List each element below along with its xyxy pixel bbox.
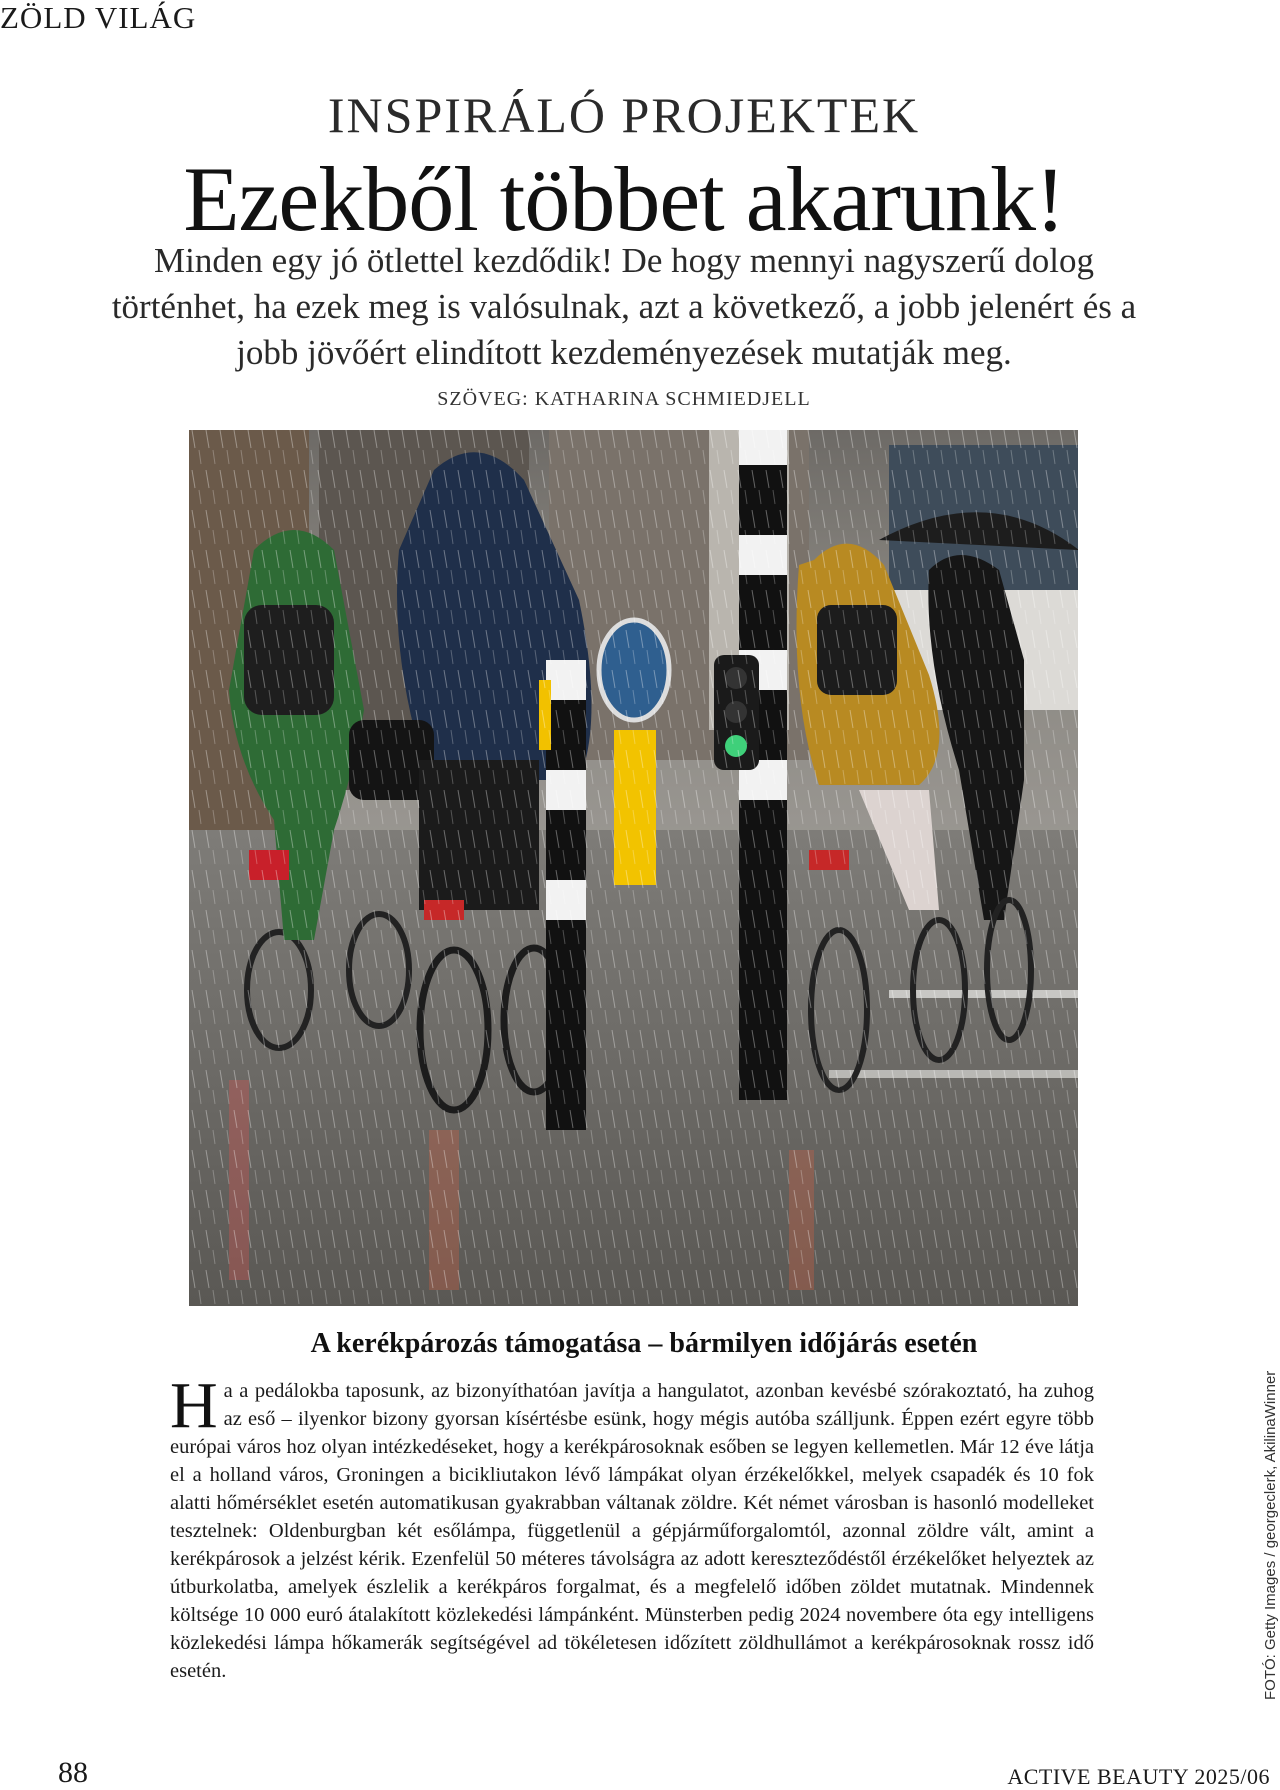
section-label: ZÖLD VILÁG [0,0,197,35]
drop-cap: H [170,1369,218,1442]
article-title: Ezekből többet akarunk! [183,148,1065,250]
body-text: a a pedálokba taposunk, az bizonyíthatóan javítja a hangulatot, azonban kevésbé szórakoztató, ha zuhog az eső – ilyenkor bizony gyorsan kísértésbe esünk, hogy mégis autóba szálljunk. Éppen ezért egyre több európai város hoz olyan intézkedéseket, hogy a kerékpárosoknak esőben se legyen kellemetlen. Már 12 éve látja el a holland város, Groningen a bicikliutakon lévő lámpákat olyan érzékelőkkel, melyek csapadék és 10 fok alatti hőmérséklet esetén automatikusan gyakrabban váltanak zöldre. Két német városban is hasonló modelleket tesztelnek: Oldenburgban két esőlámpa, függetlenül a gépjárműforgalomtól, azonnal zöldre vált, amint a kerékpárosok a jelzést kérik. Ezenfelül 50 méteres távolságra az adott kereszteződéstől érzékelőket helyeztek az útburkolatba, amelyek észlelik a kerékpáros forgalmat, és a megfelelő időben zöldet mutatnak. Mindennek költsége 10 000 euró átalakított közlekedési lámpánként. Münsterben pedig 2024 novembere óta egy intelligens közlekedési lámpa hőkamerák segítségével ad tökéletesen időzített zöldhullámot a kerékpárosoknak rossz idő esetén. [170,1380,1094,1682]
cyclists-in-rain-photo [189,430,1078,1306]
issue-label: ACTIVE BEAUTY 2025/06 [1007,1764,1270,1789]
article-lead: Minden egy jó ötlettel kezdődik! De hogy mennyi nagyszerű dolog történhet, ha ezek meg is valósulnak, azt a következő, a jobb jelenért és a jobb jövőért elindított kezdeményezések mutatják meg. [111,241,1137,372]
article-kicker: INSPIRÁLÓ PROJEKTEK [327,87,921,143]
section-subhead: A kerékpározás támogatása – bármilyen időjárás esetén [310,1328,978,1359]
page-number: 88 [58,1756,88,1789]
byline: SZÖVEG: KATHARINA SCHMIEDJELL [437,388,811,410]
article-body [170,1369,1094,1685]
photo-credit: FOTÓ: Getty Images / georgeclerk, AkilinaWinner [1262,1370,1279,1700]
